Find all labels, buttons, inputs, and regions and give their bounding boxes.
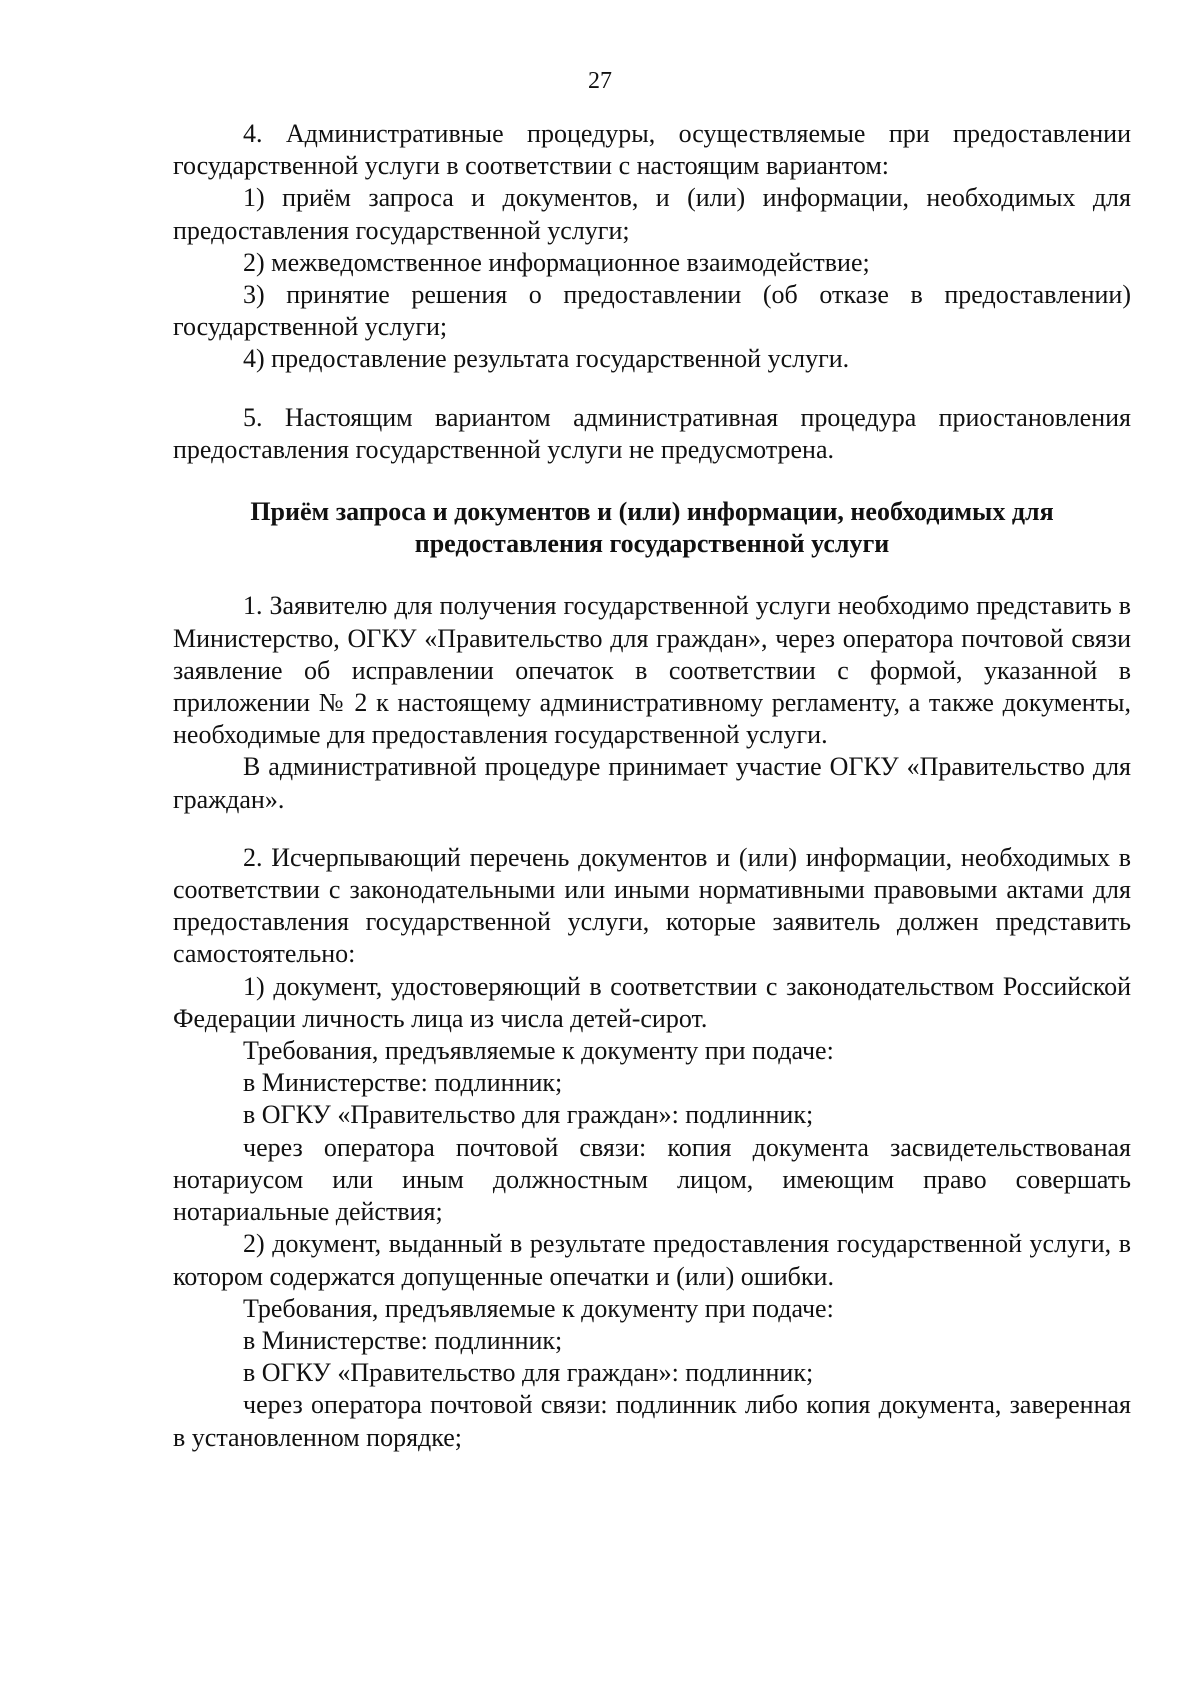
paragraph: Требования, предъявляемые к документу при подаче: [243, 1036, 834, 1066]
spacer [173, 466, 1131, 496]
paragraph: в Министерстве: подлинник; [243, 1068, 563, 1098]
section-request-intake [173, 590, 1131, 815]
page-number: 27 [588, 68, 612, 94]
paragraph: в ОГКУ «Правительство для граждан»: подлинник; [243, 1100, 814, 1130]
spacer [173, 560, 1131, 590]
paragraph: через оператора почтовой связи: копия документа засвидетельствованая нотариусом или иным должностным лицом, имеющим право совершать нотариальные действия; [173, 1132, 1131, 1227]
spacer [173, 816, 1131, 842]
section-documents-list [173, 842, 1131, 1454]
paragraph: 1. Заявителю для получения государственной услуги необходимо представить в Министерство, ОГКУ «Правительство для граждан», через оператора почтовой связи заявление об исправлении опечаток в соответствии с формой, указанной в приложении № 2 к настоящему административному регламенту, а также документы, необходимые для предоставления государственной услуги. [173, 591, 1131, 750]
paragraph: 4) предоставление результата государственной услуги. [243, 344, 850, 374]
paragraph: 4. Административные процедуры, осуществляемые при предоставлении государственной услуги в соответствии с настоящим вариантом: [173, 119, 1131, 181]
paragraph: в Министерстве: подлинник; [243, 1325, 563, 1355]
paragraph: через оператора почтовой связи: подлинник либо копия документа, заверенная в установленном порядке; [173, 1390, 1131, 1452]
paragraph: 3) принятие решения о предоставлении (об отказе в предоставлении) государственной услуги; [173, 280, 1131, 342]
paragraph: 1) приём запроса и документов, и (или) информации, необходимых для предоставления государственной услуги; [173, 183, 1131, 245]
paragraph: 2) межведомственное информационное взаимодействие; [243, 247, 870, 277]
document-body [173, 118, 1131, 1454]
paragraph: 2) документ, выданный в результате предоставления государственной услуги, в котором содержатся допущенные опечатки и (или) ошибки. [173, 1229, 1131, 1291]
paragraph: 5. Настоящим вариантом административная процедура приостановления предоставления государственной услуги не предусмотрена. [173, 402, 1131, 464]
paragraph: В административной процедуре принимает участие ОГКУ «Правительство для граждан». [173, 752, 1131, 814]
section-suspension [173, 402, 1131, 466]
paragraph: Требования, предъявляемые к документу при подаче: [243, 1293, 834, 1323]
paragraph: в ОГКУ «Правительство для граждан»: подлинник; [243, 1358, 814, 1388]
paragraph: 2. Исчерпывающий перечень документов и (или) информации, необходимых в соответствии с законодательными или иными нормативными правовыми актами для предоставления государственной услуги, которые заявитель должен представить самостоятельно: [173, 842, 1131, 969]
spacer [173, 376, 1131, 402]
section-heading: Приём запроса и документов и (или) информации, необходимых для предоставления государственной услуги [250, 497, 1054, 559]
section-procedures [173, 118, 1131, 376]
paragraph: 1) документ, удостоверяющий в соответствии с законодательством Российской Федерации личность лица из числа детей-сирот. [173, 971, 1131, 1033]
